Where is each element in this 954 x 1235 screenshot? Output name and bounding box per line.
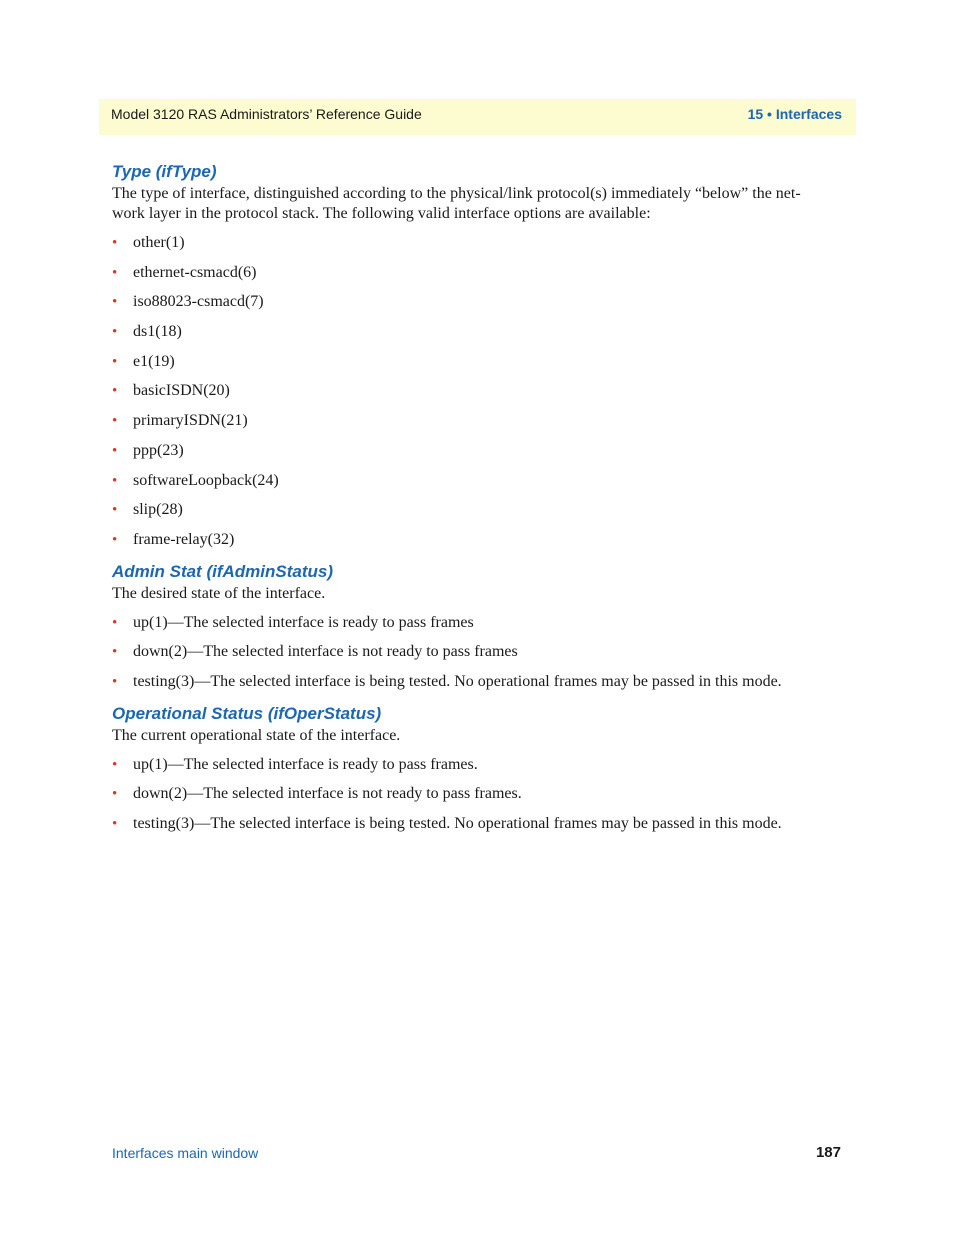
bullet-icon: •	[112, 614, 118, 631]
list-item: • primaryISDN(21)	[112, 412, 248, 430]
section-ifadminstatus	[112, 560, 832, 692]
list-item: • softwareLoopback(24)	[112, 471, 279, 489]
bullet-icon: •	[112, 353, 118, 370]
guide-title: Model 3120 RAS Administrators’ Reference Guide	[111, 106, 422, 122]
list-item: • ppp(23)	[112, 441, 184, 459]
list-item: • slip(28)	[112, 501, 183, 519]
list-item: • e1(19)	[112, 352, 175, 370]
section-intro-ifadminstatus: The desired state of the interface.	[112, 584, 326, 602]
page-content	[112, 160, 832, 834]
footer-section-name: Interfaces main window	[112, 1145, 259, 1161]
section-heading-ifoperstatus: Operational Status (ifOperStatus)	[112, 703, 382, 723]
section-ifoperstatus	[112, 702, 832, 834]
list-item: • testing(3)—The selected interface is being tested. No operational frames may be passed in this mode.	[112, 814, 782, 832]
list-item: • ds1(18)	[112, 323, 182, 341]
bullet-icon: •	[112, 531, 118, 548]
section-iftype	[112, 160, 832, 550]
running-header	[99, 99, 856, 135]
section-intro-iftype: The type of interface, distinguished according to the physical/link protocol(s) immediately “below” the net- work layer in the protocol stack. The following valid interface options are available:	[112, 185, 801, 222]
iftype-list	[112, 233, 832, 550]
list-item: • iso88023-csmacd(7)	[112, 293, 264, 311]
bullet-icon: •	[112, 264, 118, 281]
list-item: • ethernet-csmacd(6)	[112, 263, 257, 281]
list-item: • down(2)—The selected interface is not ready to pass frames	[112, 643, 518, 661]
section-heading-ifadminstatus: Admin Stat (ifAdminStatus)	[112, 561, 333, 581]
bullet-icon: •	[112, 786, 118, 803]
list-item: • basicISDN(20)	[112, 382, 230, 400]
section-heading-iftype: Type (ifType)	[112, 162, 217, 181]
ifadminstatus-list	[112, 613, 832, 692]
section-intro-ifoperstatus: The current operational state of the interface.	[112, 726, 401, 744]
bullet-icon: •	[112, 644, 118, 661]
bullet-icon: •	[112, 383, 118, 400]
list-item: • other(1)	[112, 234, 185, 251]
bullet-icon: •	[112, 442, 118, 459]
ifoperstatus-list	[112, 755, 832, 834]
list-item: • up(1)—The selected interface is ready to pass frames.	[112, 755, 478, 773]
bullet-icon: •	[112, 815, 118, 832]
list-item: • frame-relay(32)	[112, 530, 235, 548]
chapter-title: 15 • Interfaces	[747, 106, 842, 122]
bullet-icon: •	[112, 756, 118, 773]
bullet-icon: •	[112, 502, 118, 519]
bullet-icon: •	[112, 673, 118, 690]
page-number: 187	[815, 1144, 841, 1161]
list-item: • up(1)—The selected interface is ready to pass frames	[112, 613, 474, 631]
bullet-icon: •	[112, 235, 118, 251]
list-item: • testing(3)—The selected interface is being tested. No operational frames may be passed in this mode.	[112, 672, 782, 690]
list-item: • down(2)—The selected interface is not ready to pass frames.	[112, 785, 522, 803]
bullet-icon: •	[112, 324, 118, 341]
bullet-icon: •	[112, 294, 118, 311]
bullet-icon: •	[112, 472, 118, 489]
bullet-icon: •	[112, 413, 118, 430]
